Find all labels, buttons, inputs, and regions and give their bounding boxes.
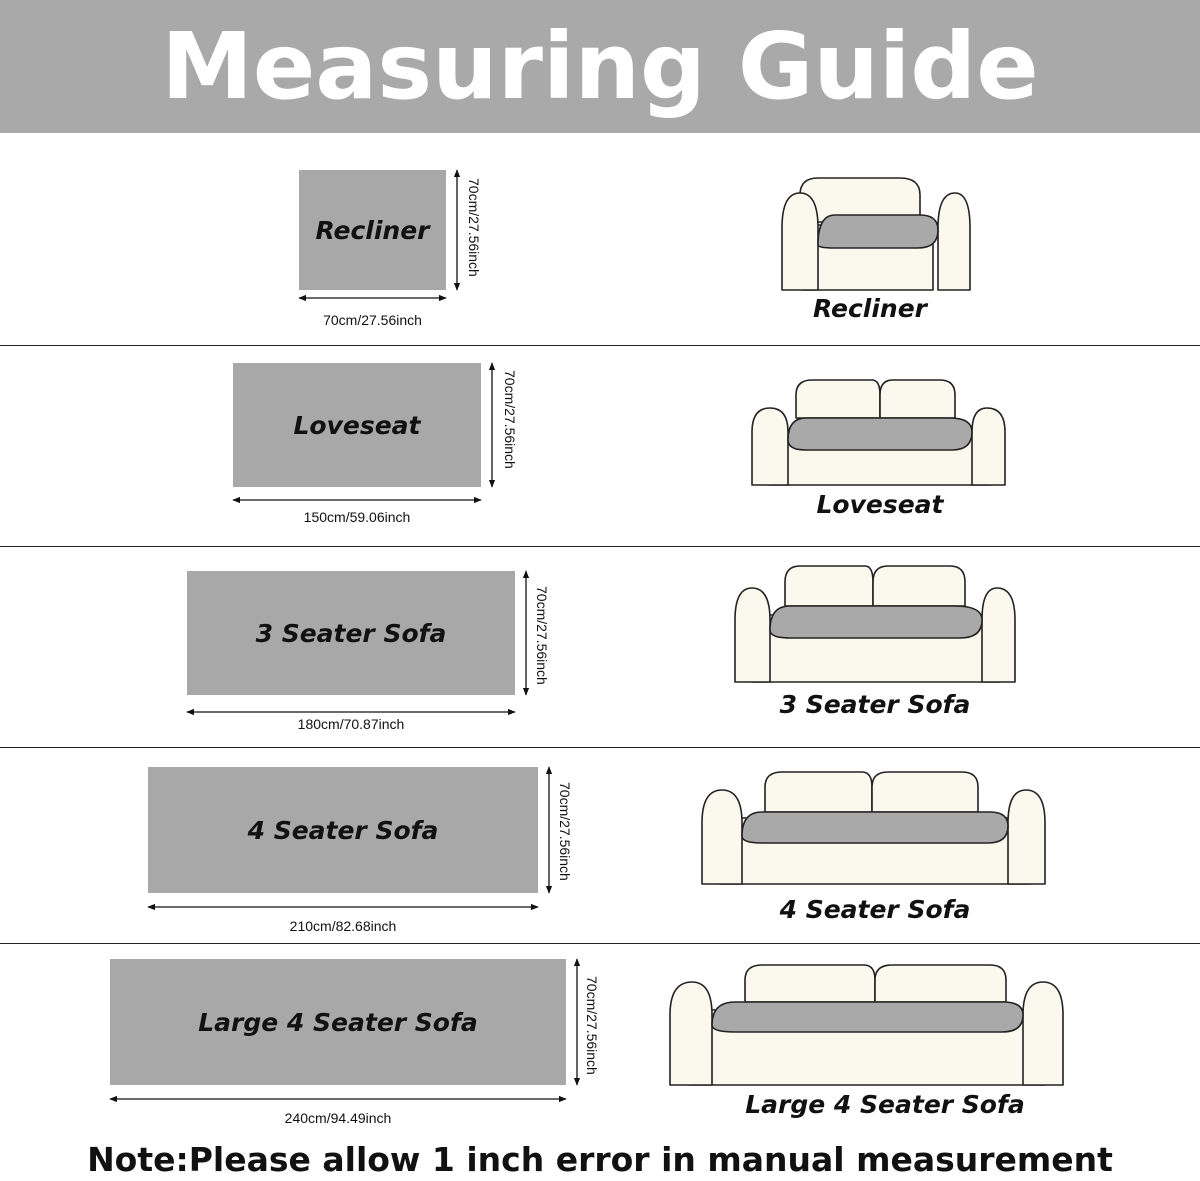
large-4-seater-width-label: 240cm/94.49inch [284, 1110, 392, 1126]
3-seater-width-label: 180cm/70.87inch [297, 716, 405, 732]
3-seater-pad-label: 3 Seater Sofa [255, 618, 447, 648]
4-seater-caption: 4 Seater Sofa [779, 895, 971, 924]
page-title: Measuring Guide [161, 12, 1039, 120]
loveseat-pad-label: Loveseat [293, 410, 421, 440]
recliner-illustration [782, 178, 970, 290]
loveseat-illustration [752, 380, 1005, 485]
recliner-caption: Recliner [812, 294, 927, 323]
loveseat-width-label: 150cm/59.06inch [303, 509, 411, 525]
4-seater-illustration [702, 772, 1045, 884]
recliner-height-label: 70cm/27.56inch [466, 178, 482, 277]
loveseat-height-label: 70cm/27.56inch [502, 370, 518, 469]
dimension-arrows [110, 170, 577, 1099]
recliner-pad-label: Recliner [315, 215, 430, 245]
large-4-seater-illustration [670, 965, 1063, 1085]
large-4-seater-caption: Large 4 Seater Sofa [745, 1090, 1025, 1119]
3-seater-illustration [735, 566, 1015, 682]
3-seater-caption: 3 Seater Sofa [779, 690, 971, 719]
4-seater-height-label: 70cm/27.56inch [557, 782, 573, 881]
4-seater-pad-label: 4 Seater Sofa [247, 815, 439, 845]
loveseat-caption: Loveseat [816, 490, 944, 519]
footer-note: Note:Please allow 1 inch error in manual measurement [87, 1140, 1113, 1179]
large-4-seater-pad-label: Large 4 Seater Sofa [198, 1007, 478, 1037]
4-seater-width-label: 210cm/82.68inch [289, 918, 397, 934]
large-4-seater-height-label: 70cm/27.56inch [584, 976, 600, 1075]
recliner-width-label: 70cm/27.56inch [323, 312, 422, 328]
3-seater-height-label: 70cm/27.56inch [534, 586, 550, 685]
